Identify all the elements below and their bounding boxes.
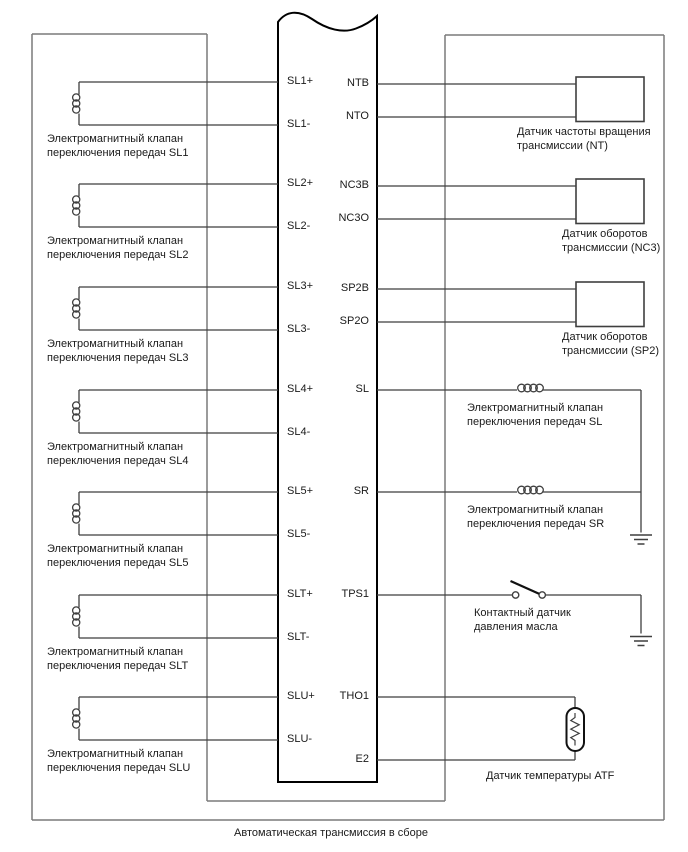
pin-label: SL4+ — [287, 383, 313, 395]
solenoid-label: Электромагнитный клапан переключения передач SLU — [47, 748, 191, 774]
pin-label: SLU- — [287, 733, 313, 745]
pin-label: SL3+ — [287, 280, 313, 292]
solenoid-circuit-sl4 — [73, 390, 278, 433]
pressure-switch-label: Контактный датчик давления масла — [474, 607, 571, 633]
solenoid-label: Электромагнитный клапан переключения передач SL4 — [47, 441, 189, 467]
pin-label: NC3B — [339, 179, 369, 191]
pin-label: SP2O — [339, 315, 369, 327]
pin-label: THO1 — [339, 690, 369, 702]
sensor-circuit-nc3 — [377, 179, 644, 224]
sensor-circuit-nt — [377, 77, 644, 122]
pin-label: SL3- — [287, 323, 311, 335]
ground-icon — [630, 637, 652, 646]
solenoid-coil-sl — [377, 384, 641, 392]
ground-icon — [630, 535, 652, 544]
atf-thermistor-icon — [377, 697, 584, 760]
pin-label: SL4- — [287, 426, 311, 438]
pin-label: NC3O — [338, 212, 369, 224]
pin-label: SLT+ — [287, 588, 313, 600]
pin-label: SLU+ — [287, 690, 315, 702]
pin-label: SLT- — [287, 631, 310, 643]
pin-label: SL2+ — [287, 177, 313, 189]
pin-label: SL5+ — [287, 485, 313, 497]
pin-label: NTO — [345, 110, 369, 122]
pin-label: SP2B — [340, 282, 369, 294]
solenoid-circuit-slu — [73, 697, 278, 740]
solenoid-label: Электромагнитный клапан переключения передач SR — [467, 504, 605, 530]
solenoid-label: Электромагнитный клапан переключения передач SL2 — [47, 235, 189, 261]
solenoid-label: Электромагнитный клапан переключения передач SL3 — [47, 338, 189, 364]
solenoid-label: Электромагнитный клапан переключения передач SL — [467, 402, 604, 428]
solenoid-label: Электромагнитный клапан переключения передач SLT — [47, 646, 189, 672]
solenoid-circuit-slt — [73, 595, 278, 638]
temp-sensor-label: Датчик температуры ATF — [486, 770, 615, 782]
sensor-label: Датчик оборотов трансмиссии (NC3) — [562, 228, 661, 254]
pin-label: SL5- — [287, 528, 311, 540]
pin-label: SL1- — [287, 118, 311, 130]
sensor-label: Датчик частоты вращения трансмиссии (NT) — [517, 126, 651, 152]
solenoid-label: Электромагнитный клапан переключения передач SL1 — [47, 133, 189, 159]
pin-label: NTB — [347, 77, 369, 89]
pin-label: SL — [355, 383, 369, 395]
solenoid-circuit-sl3 — [73, 287, 278, 330]
pin-label: SL2- — [287, 220, 311, 232]
sensor-label: Датчик оборотов трансмиссии (SP2) — [562, 331, 660, 357]
solenoid-circuit-sl5 — [73, 492, 278, 535]
sensor-circuit-sp2 — [377, 282, 644, 327]
pin-label: SR — [353, 485, 369, 497]
pin-label: TPS1 — [341, 588, 369, 600]
solenoid-label: Электромагнитный клапан переключения передач SL5 — [47, 543, 189, 569]
pin-label: E2 — [355, 753, 369, 765]
assembly-caption: Автоматическая трансмиссия в сборе — [234, 827, 428, 839]
solenoid-coil-sr — [377, 486, 641, 494]
pin-label: SL1+ — [287, 75, 313, 87]
solenoid-circuit-sl2 — [73, 184, 278, 227]
solenoid-circuit-sl1 — [73, 82, 278, 125]
